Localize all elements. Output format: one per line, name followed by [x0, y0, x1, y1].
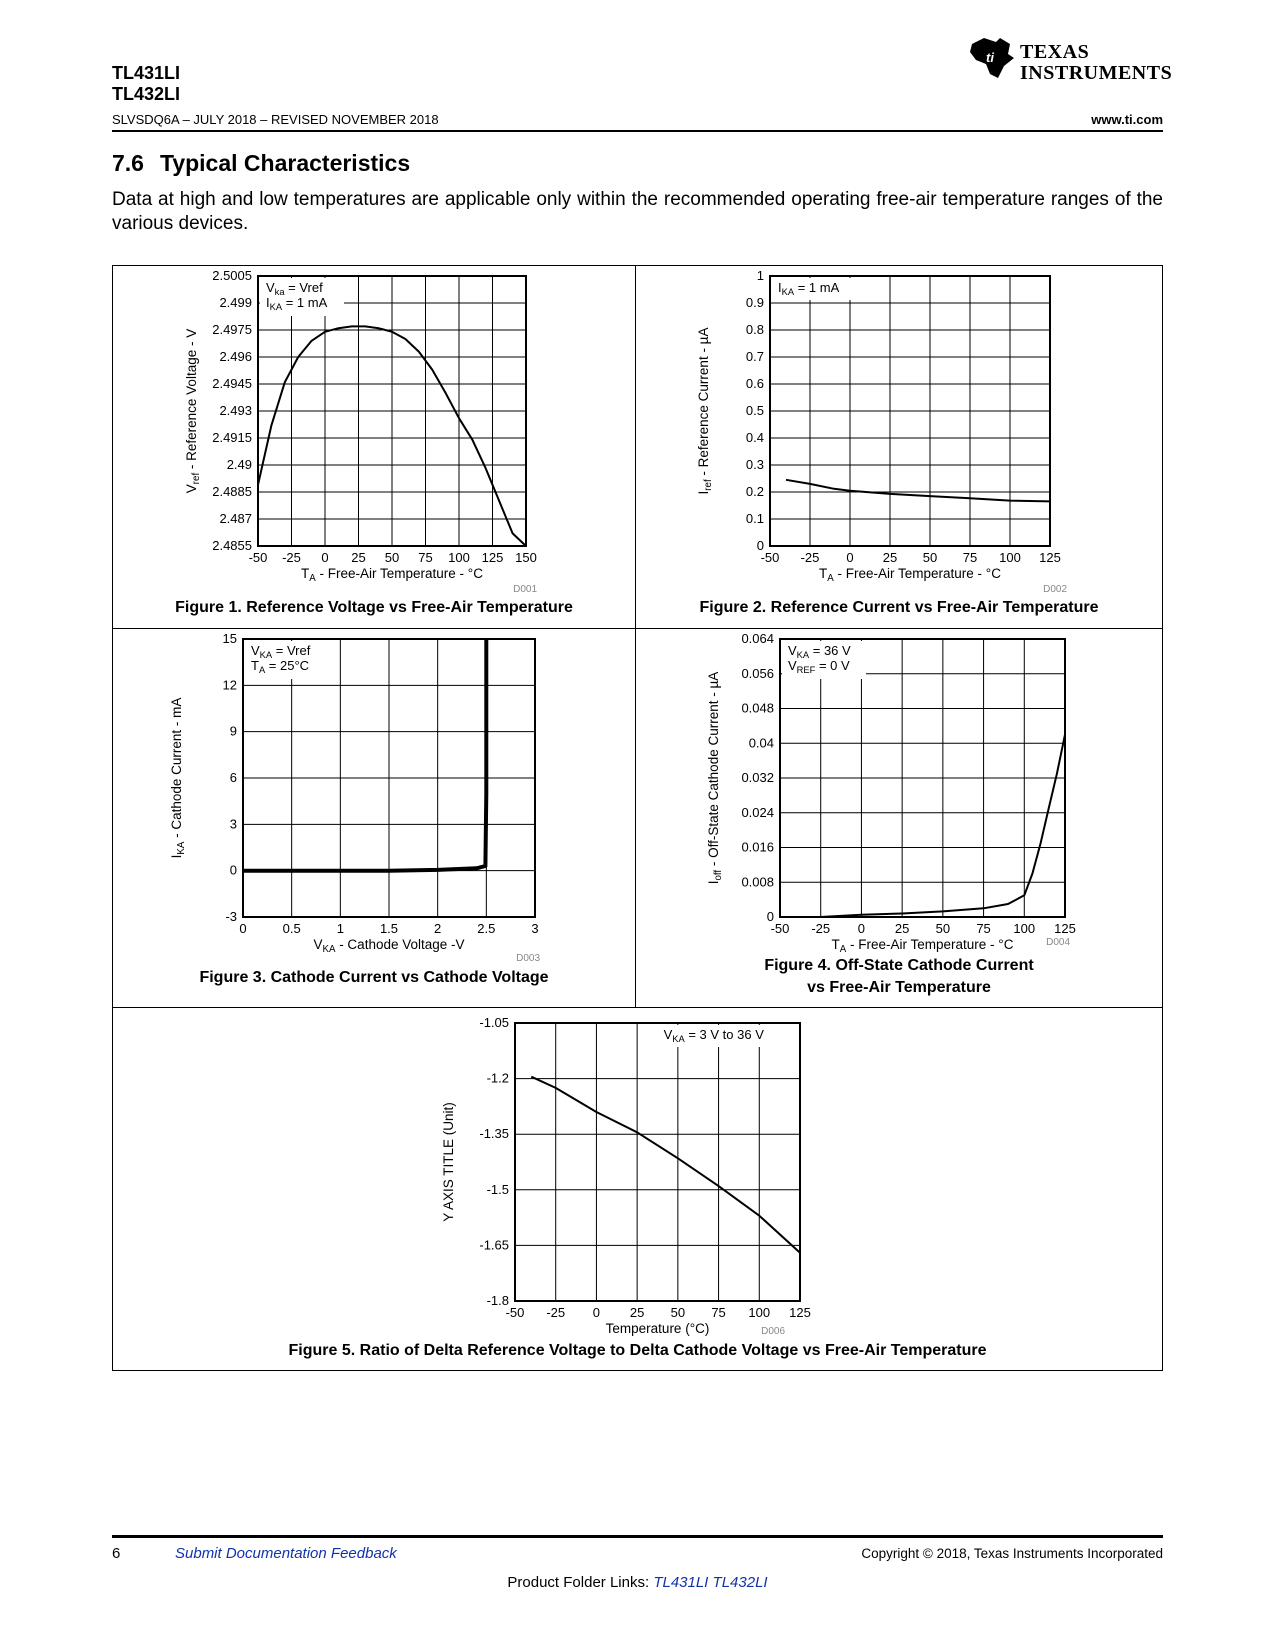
- figure-4-chart: [690, 629, 1110, 955]
- x-tick-label: 50: [922, 550, 938, 565]
- x-tick-label: 0.5: [282, 921, 301, 936]
- x-tick-label: 100: [1013, 921, 1036, 936]
- annotation-text: $V_{KA} = 3$ V to 36 V: [663, 1027, 764, 1044]
- x-tick-label: 2: [434, 921, 442, 936]
- logo-text-instruments: INSTRUMENTS: [1020, 62, 1173, 84]
- figure-1-chart: [160, 266, 580, 604]
- y-tick-label: -1.65: [479, 1237, 509, 1253]
- y-tick-label: 2.487: [219, 511, 252, 526]
- y-tick-label: 2.5005: [212, 268, 252, 283]
- figure-code: D004: [1046, 937, 1070, 948]
- x-tick-label: 25: [351, 550, 366, 565]
- x-tick-label: 125: [1054, 921, 1076, 936]
- figure-4-caption-line1: Figure 4. Off-State Cathode Current: [764, 957, 1034, 974]
- x-tick-label: 75: [976, 921, 991, 936]
- section-number: 7.6: [112, 150, 144, 176]
- y-tick-label: 0.032: [741, 770, 774, 785]
- x-tick-label: -50: [505, 1305, 525, 1320]
- x-tick-label: 100: [448, 550, 470, 565]
- y-tick-label: 0.064: [741, 631, 774, 646]
- y-tick-label: 0: [229, 862, 237, 878]
- y-tick-label: 2.49: [226, 457, 252, 472]
- svg-text:ti: ti: [986, 50, 994, 65]
- figure-code: D003: [516, 953, 540, 964]
- feedback-link[interactable]: Submit Documentation Feedback: [175, 1545, 397, 1562]
- y-tick-label: 12: [222, 677, 237, 693]
- x-tick-label: 25: [894, 921, 910, 936]
- y-tick-label: 0.016: [741, 839, 774, 855]
- annotation-text: $I_{KA} = 1$ mA: [266, 295, 328, 312]
- y-tick-label: 0.04: [748, 735, 774, 751]
- y-tick-label: 0.2: [745, 484, 764, 499]
- folder-link-tl431li[interactable]: TL431LI: [653, 1574, 709, 1591]
- y-tick-label: 0.048: [741, 700, 774, 716]
- y-tick-label: 2.4915: [212, 430, 252, 445]
- y-tick-label: 1: [756, 268, 764, 283]
- x-axis-title: $V_{KA}$ - Cathode Voltage -V: [313, 937, 465, 955]
- y-tick-label: 0.008: [741, 874, 774, 890]
- y-axis-title: Y AXIS TITLE (Unit): [441, 1102, 456, 1222]
- x-tick-label: 75: [962, 550, 978, 565]
- x-tick-label: 0: [857, 921, 866, 936]
- figure-2-caption: Figure 2. Reference Current vs Free-Air Temperature: [699, 599, 1099, 616]
- annotation-text: $V_{ka}$ = Vref: [266, 280, 323, 297]
- annotation-text: $V_{KA} = 36$ V: [788, 643, 851, 660]
- x-tick-label: 100: [999, 550, 1021, 565]
- y-tick-label: 2.493: [219, 403, 252, 418]
- y-tick-label: 0.1: [745, 511, 764, 526]
- y-tick-label: 0: [756, 538, 764, 553]
- y-axis-title: $I_{ref}$ - Reference Current - µA: [696, 327, 714, 495]
- x-tick-label: -50: [770, 921, 790, 936]
- figure-1-caption: Figure 1. Reference Voltage vs Free-Air Temperature: [175, 599, 573, 616]
- x-tick-label: 0: [239, 921, 247, 936]
- plot-border: [515, 1023, 800, 1301]
- x-tick-label: -25: [811, 921, 831, 936]
- page-number: 6: [112, 1545, 121, 1562]
- part-number-2: TL432LI: [112, 84, 181, 104]
- y-tick-label: 0.9: [745, 295, 764, 310]
- x-tick-label: 150: [515, 550, 537, 565]
- y-tick-label: -1.35: [479, 1126, 509, 1142]
- x-axis-title: $T_A$ - Free-Air Temperature - °C: [301, 566, 483, 584]
- annotation-text: $V_{REF} = 0$ V: [788, 658, 850, 675]
- x-tick-label: 1: [336, 921, 344, 936]
- y-tick-label: 2.4975: [212, 322, 252, 337]
- figure-5-chart: [430, 1008, 850, 1338]
- y-tick-label: 2.499: [219, 295, 252, 310]
- website-link[interactable]: www.ti.com: [1091, 112, 1163, 127]
- document-id: SLVSDQ6A – JULY 2018 – REVISED NOVEMBER 2018: [112, 112, 439, 127]
- y-tick-label: 0.4: [745, 430, 764, 445]
- y-tick-label: -1.05: [479, 1015, 509, 1030]
- x-tick-label: -25: [546, 1305, 566, 1320]
- folder-link-tl432li[interactable]: TL432LI: [712, 1574, 768, 1591]
- y-tick-label: -1.5: [486, 1181, 509, 1197]
- product-folder-links: [0, 1574, 1275, 1591]
- section-heading: [112, 150, 410, 177]
- y-tick-label: -1.8: [486, 1293, 509, 1308]
- y-tick-label: 2.4855: [212, 538, 252, 553]
- y-tick-label: 2.4885: [212, 484, 252, 499]
- y-tick-label: 3: [229, 816, 237, 832]
- folder-label: Product Folder Links:: [507, 1574, 650, 1591]
- annotation-text: $I_{KA} = 1$ mA: [778, 280, 840, 297]
- logo-text-texas: TEXAS: [1020, 41, 1090, 63]
- figure-2-chart: [690, 266, 1110, 604]
- ti-logo-icon: [966, 36, 1018, 80]
- y-axis-title: $I_{off}$ - Off-State Cathode Current - µA: [706, 671, 724, 885]
- y-tick-label: 0.8: [745, 322, 764, 337]
- annotation-text: $T_A = 25^\circ C$: [251, 658, 310, 675]
- y-tick-label: 0.5: [745, 403, 764, 418]
- figure-5-caption: Figure 5. Ratio of Delta Reference Voltage to Delta Cathode Voltage vs Free-Air Temperature: [288, 1342, 987, 1359]
- x-tick-label: -25: [800, 550, 820, 565]
- x-tick-label: 0: [321, 550, 329, 565]
- y-tick-label: 2.496: [219, 349, 252, 364]
- x-tick-label: 0: [592, 1305, 601, 1320]
- copyright: Copyright © 2018, Texas Instruments Incorporated: [861, 1546, 1163, 1561]
- y-axis-title: $I_{KA}$ - Cathode Current - mA: [169, 697, 187, 859]
- x-tick-label: 125: [1039, 550, 1061, 565]
- x-tick-label: 100: [748, 1305, 771, 1320]
- y-tick-label: 9: [229, 723, 237, 739]
- y-tick-label: 0: [766, 909, 774, 924]
- part-number-1: TL431LI: [112, 63, 181, 83]
- x-tick-label: 50: [384, 550, 400, 565]
- x-tick-label: -50: [248, 550, 268, 565]
- x-axis-title: $T_A$ - Free-Air Temperature - °C: [819, 566, 1001, 584]
- x-tick-label: -25: [282, 550, 301, 565]
- y-tick-label: 0.7: [745, 349, 764, 364]
- x-tick-label: 25: [882, 550, 898, 565]
- figure-code: D001: [513, 584, 537, 595]
- y-tick-label: 2.4945: [212, 376, 252, 391]
- x-tick-label: 3: [531, 921, 539, 936]
- footer-rule: [112, 1535, 1163, 1538]
- x-tick-label: 50: [935, 921, 951, 936]
- y-tick-label: 0.024: [741, 804, 774, 820]
- x-tick-label: 25: [629, 1305, 645, 1320]
- section-title: Typical Characteristics: [159, 150, 411, 176]
- x-axis-title: $T_A$ - Free-Air Temperature - °C: [831, 937, 1014, 955]
- figure-code: D002: [1043, 584, 1067, 595]
- x-tick-label: 0: [846, 550, 854, 565]
- annotation-text: $V_{KA}$ = Vref: [251, 643, 311, 660]
- x-tick-label: 75: [418, 550, 433, 565]
- figure-4-caption: [635, 955, 1163, 999]
- y-tick-label: -3: [225, 909, 237, 924]
- x-tick-label: 125: [481, 550, 504, 565]
- x-axis-title: Temperature (°C): [605, 1321, 710, 1336]
- x-tick-label: 75: [711, 1305, 726, 1320]
- y-axis-title: $V_{ref}$ - Reference Voltage - V: [184, 328, 202, 494]
- section-intro: Data at high and low temperatures are applicable only within the recommended operating free-air temperature ranges of the various devices.: [112, 189, 1163, 234]
- header-rule: [112, 130, 1163, 132]
- x-tick-label: 50: [670, 1305, 686, 1320]
- y-tick-label: 0.056: [741, 665, 774, 681]
- figure-4-caption-line2: vs Free-Air Temperature: [807, 979, 991, 996]
- y-tick-label: 15: [222, 631, 237, 646]
- y-tick-label: -1.2: [486, 1070, 509, 1086]
- x-tick-label: 2.5: [477, 921, 496, 936]
- y-tick-label: 6: [229, 770, 237, 785]
- x-tick-label: 1.5: [379, 921, 399, 936]
- x-tick-label: -50: [760, 550, 780, 565]
- figure-3-caption: Figure 3. Cathode Current vs Cathode Voltage: [199, 969, 549, 986]
- x-tick-label: 125: [789, 1305, 811, 1320]
- y-tick-label: 0.6: [745, 376, 764, 391]
- figure-3-chart: [170, 629, 570, 969]
- figure-code: D006: [761, 1326, 785, 1337]
- y-tick-label: 0.3: [745, 457, 764, 472]
